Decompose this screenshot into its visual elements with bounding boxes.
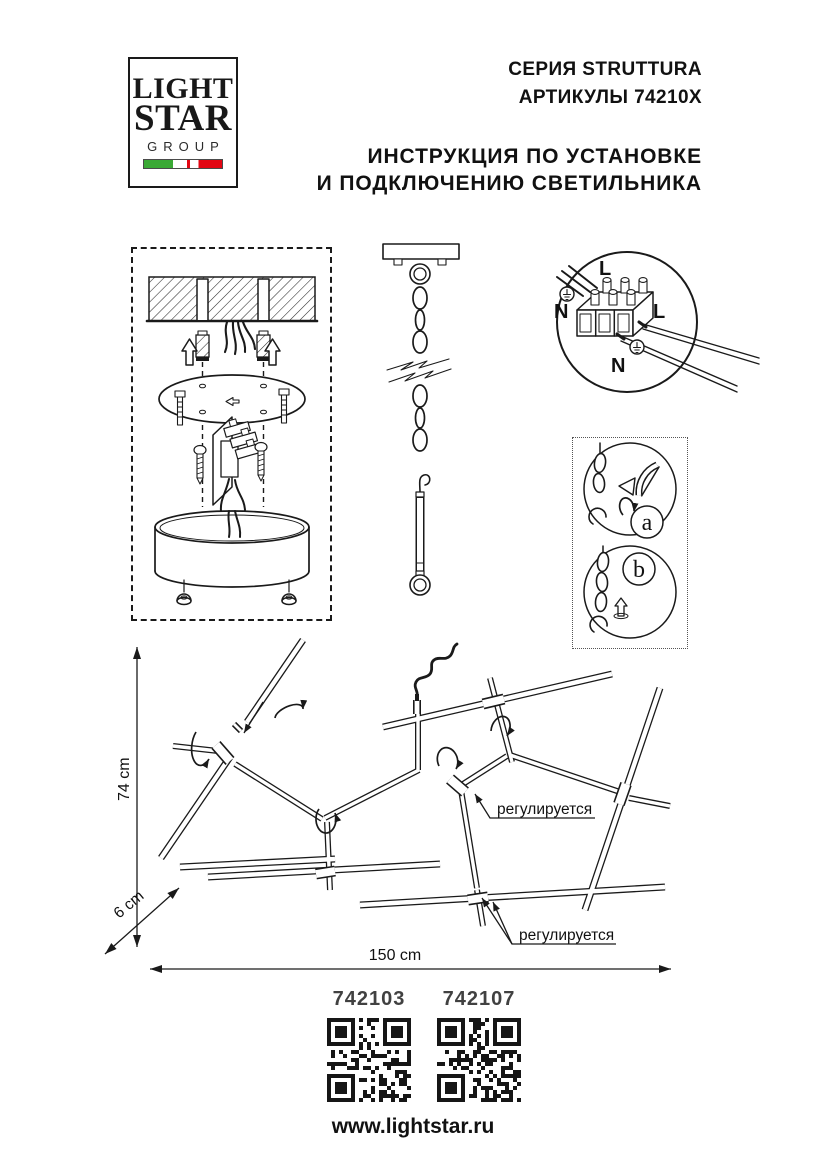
mounting-diagram xyxy=(133,249,330,618)
step-a-label: a xyxy=(641,510,653,536)
chandelier-diagram xyxy=(95,638,695,983)
series-title: СЕРИЯ STRUTTURA xyxy=(508,59,702,80)
up-arrow-icon xyxy=(182,339,197,365)
ground-symbol-left xyxy=(560,287,574,301)
canopy-drum xyxy=(155,511,309,587)
dim-width-label: 150 cm xyxy=(368,947,422,964)
mains-wires xyxy=(225,322,255,354)
wiring-detail xyxy=(553,246,765,398)
qr-code-2 xyxy=(437,1018,521,1102)
instruction-title-line1: ИНСТРУКЦИЯ ПО УСТАНОВКЕ xyxy=(367,145,702,168)
article-column-1 xyxy=(314,988,424,1107)
dim-canopy-label: 6 cm xyxy=(110,887,148,923)
terminal-l-label: L xyxy=(599,258,612,280)
logo-group-text: GROUP xyxy=(147,138,225,154)
adjust-callout-2 xyxy=(482,898,616,944)
wire-n-label: N xyxy=(611,355,626,377)
detail-a xyxy=(584,443,676,538)
logo-light-text: LIGHT xyxy=(132,72,234,106)
suspension-parts-diagram xyxy=(375,240,470,598)
ceiling-hatch xyxy=(147,277,317,321)
article-column-2 xyxy=(424,988,534,1107)
cap-nut-right xyxy=(282,580,296,605)
tapping-screw-left xyxy=(194,446,206,485)
detail-b xyxy=(584,546,676,638)
step-b-label: b xyxy=(633,557,645,583)
website-url: www.lightstar.ru xyxy=(331,1115,495,1138)
mounting-diagram-box xyxy=(131,247,332,621)
header xyxy=(317,56,702,197)
ceiling-bar xyxy=(383,244,459,284)
qr-code-1 xyxy=(327,1018,411,1102)
italy-flag-bar xyxy=(143,159,223,169)
chain-detail-panel xyxy=(572,437,688,649)
ground-symbol-right xyxy=(630,340,644,354)
tapping-screw-right xyxy=(255,443,267,482)
chain-detail-diagrams xyxy=(573,438,687,648)
logo-star-text: STAR xyxy=(134,97,232,139)
hanging-rod xyxy=(410,475,430,595)
adjust-label-2: регулируется xyxy=(519,927,615,944)
adjust-callout-1 xyxy=(475,794,595,818)
article-number-2: 742107 xyxy=(442,988,516,1010)
wall-plug-left xyxy=(196,331,209,361)
chain xyxy=(387,287,451,451)
terminal-bracket xyxy=(213,415,261,511)
adjust-label-1: регулируется xyxy=(497,801,593,818)
lightstar-logo xyxy=(128,57,238,188)
article-number-1: 742103 xyxy=(332,988,406,1010)
terminal-n-label: N xyxy=(554,301,569,323)
wire-l-label: L xyxy=(653,301,666,323)
instruction-title-line2: И ПОДКЛЮЧЕНИЮ СВЕТИЛЬНИКА xyxy=(316,172,702,195)
dim-height-label: 74 cm xyxy=(116,757,133,801)
power-cord xyxy=(415,644,457,701)
articles-title: АРТИКУЛЫ 74210X xyxy=(518,87,702,108)
